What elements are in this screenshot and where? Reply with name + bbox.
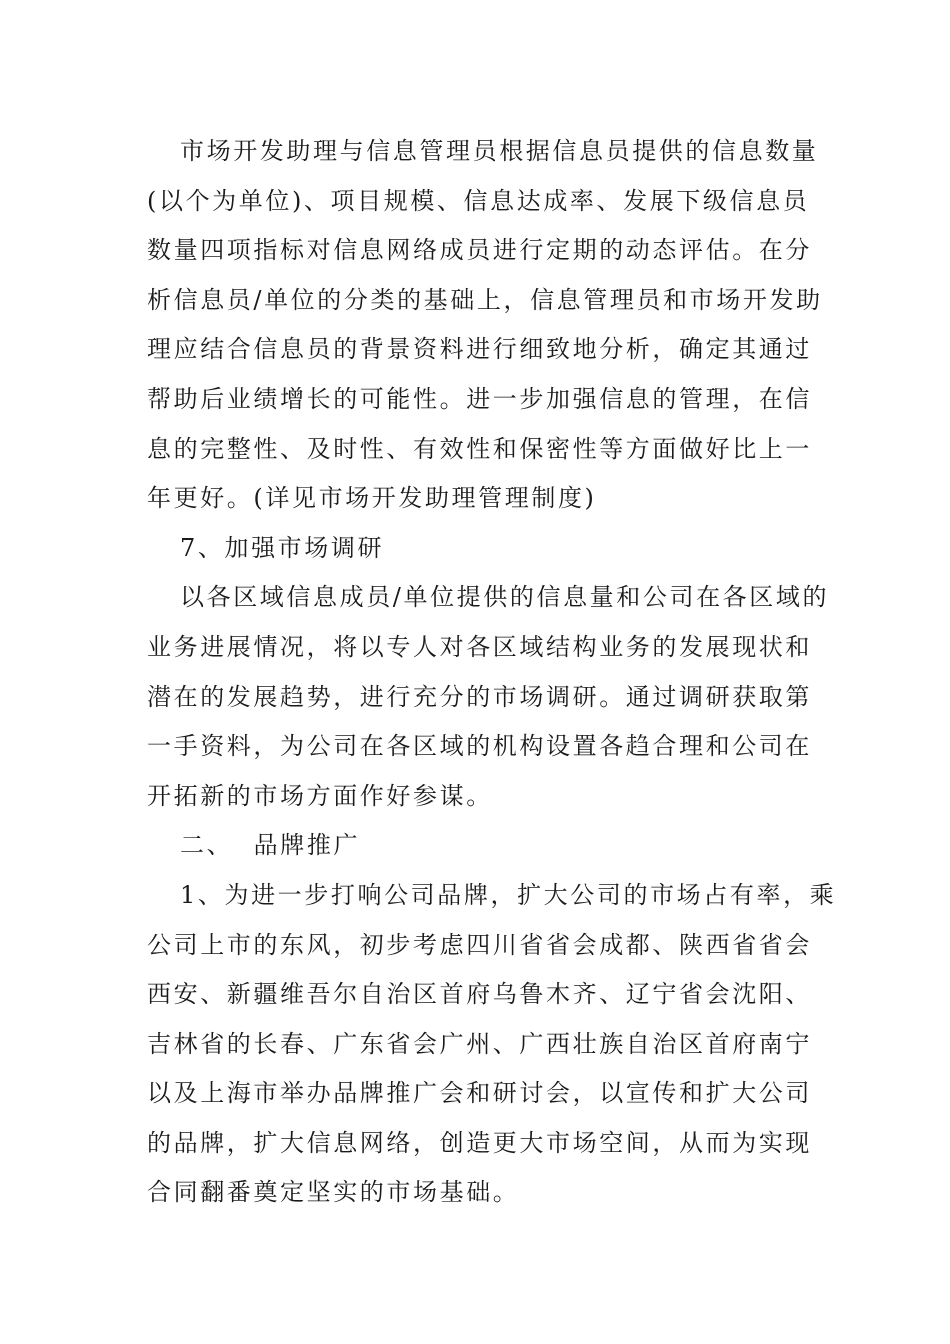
text-line: (以个为单位)、项目规模、信息达成率、发展下级信息员 bbox=[147, 186, 810, 215]
text-line: 一手资料，为公司在各区域的机构设置各趋合理和公司在 bbox=[147, 732, 812, 761]
text-line: 潜在的发展趋势，进行充分的市场调研。通过调研获取第 bbox=[147, 682, 812, 711]
text-line: 的品牌，扩大信息网络，创造更大市场空间，从而为实现 bbox=[147, 1128, 812, 1157]
text-line: 析信息员/单位的分类的基础上，信息管理员和市场开发助 bbox=[147, 285, 823, 314]
text-line: 业务进展情况，将以专人对各区域结构业务的发展现状和 bbox=[147, 632, 812, 661]
text-line: 理应结合信息员的背景资料进行细致地分析，确定其通过 bbox=[147, 335, 812, 364]
document-body bbox=[147, 127, 837, 1218]
text-line: 1、为进一步打响公司品牌，扩大公司的市场占有率，乘 bbox=[180, 880, 837, 909]
text-line: 帮助后业绩增长的可能性。进一步加强信息的管理，在信 bbox=[147, 384, 812, 413]
text-line: 吉林省的长春、广东省会广州、广西壮族自治区首府南宁 bbox=[147, 1029, 812, 1058]
heading-text: 7、加强市场调研 bbox=[180, 533, 385, 562]
heading-text: 二、 品牌推广 bbox=[180, 831, 361, 860]
text-line: 公司上市的东风，初步考虑四川省省会成都、陕西省省会 bbox=[147, 930, 812, 959]
text-line: 息的完整性、及时性、有效性和保密性等方面做好比上一 bbox=[147, 434, 812, 463]
section-heading-brand-promotion bbox=[147, 821, 807, 871]
text-line: 以各区域信息成员/单位提供的信息量和公司在各区域的 bbox=[180, 583, 830, 612]
text-line: 数量四项指标对信息网络成员进行定期的动态评估。在分 bbox=[147, 236, 812, 265]
text-line: 合同翻番奠定坚实的市场基础。 bbox=[147, 1178, 520, 1207]
text-line: 市场开发助理与信息管理员根据信息员提供的信息数量 bbox=[180, 137, 819, 165]
text-line: 开拓新的市场方面作好参谋。 bbox=[147, 781, 493, 810]
text-line: 西安、新疆维吾尔自治区首府乌鲁木齐、辽宁省会沈阳、 bbox=[147, 980, 812, 1009]
text-line: 年更好。(详见市场开发助理管理制度) bbox=[147, 484, 597, 513]
paragraph-market-research bbox=[147, 573, 830, 821]
paragraph-brand-promotion bbox=[147, 871, 837, 1218]
text-line: 以及上海市举办品牌推广会和研讨会，以宣传和扩大公司 bbox=[147, 1079, 812, 1108]
paragraph-info-evaluation bbox=[147, 127, 823, 524]
section-heading-market-research bbox=[147, 524, 807, 574]
